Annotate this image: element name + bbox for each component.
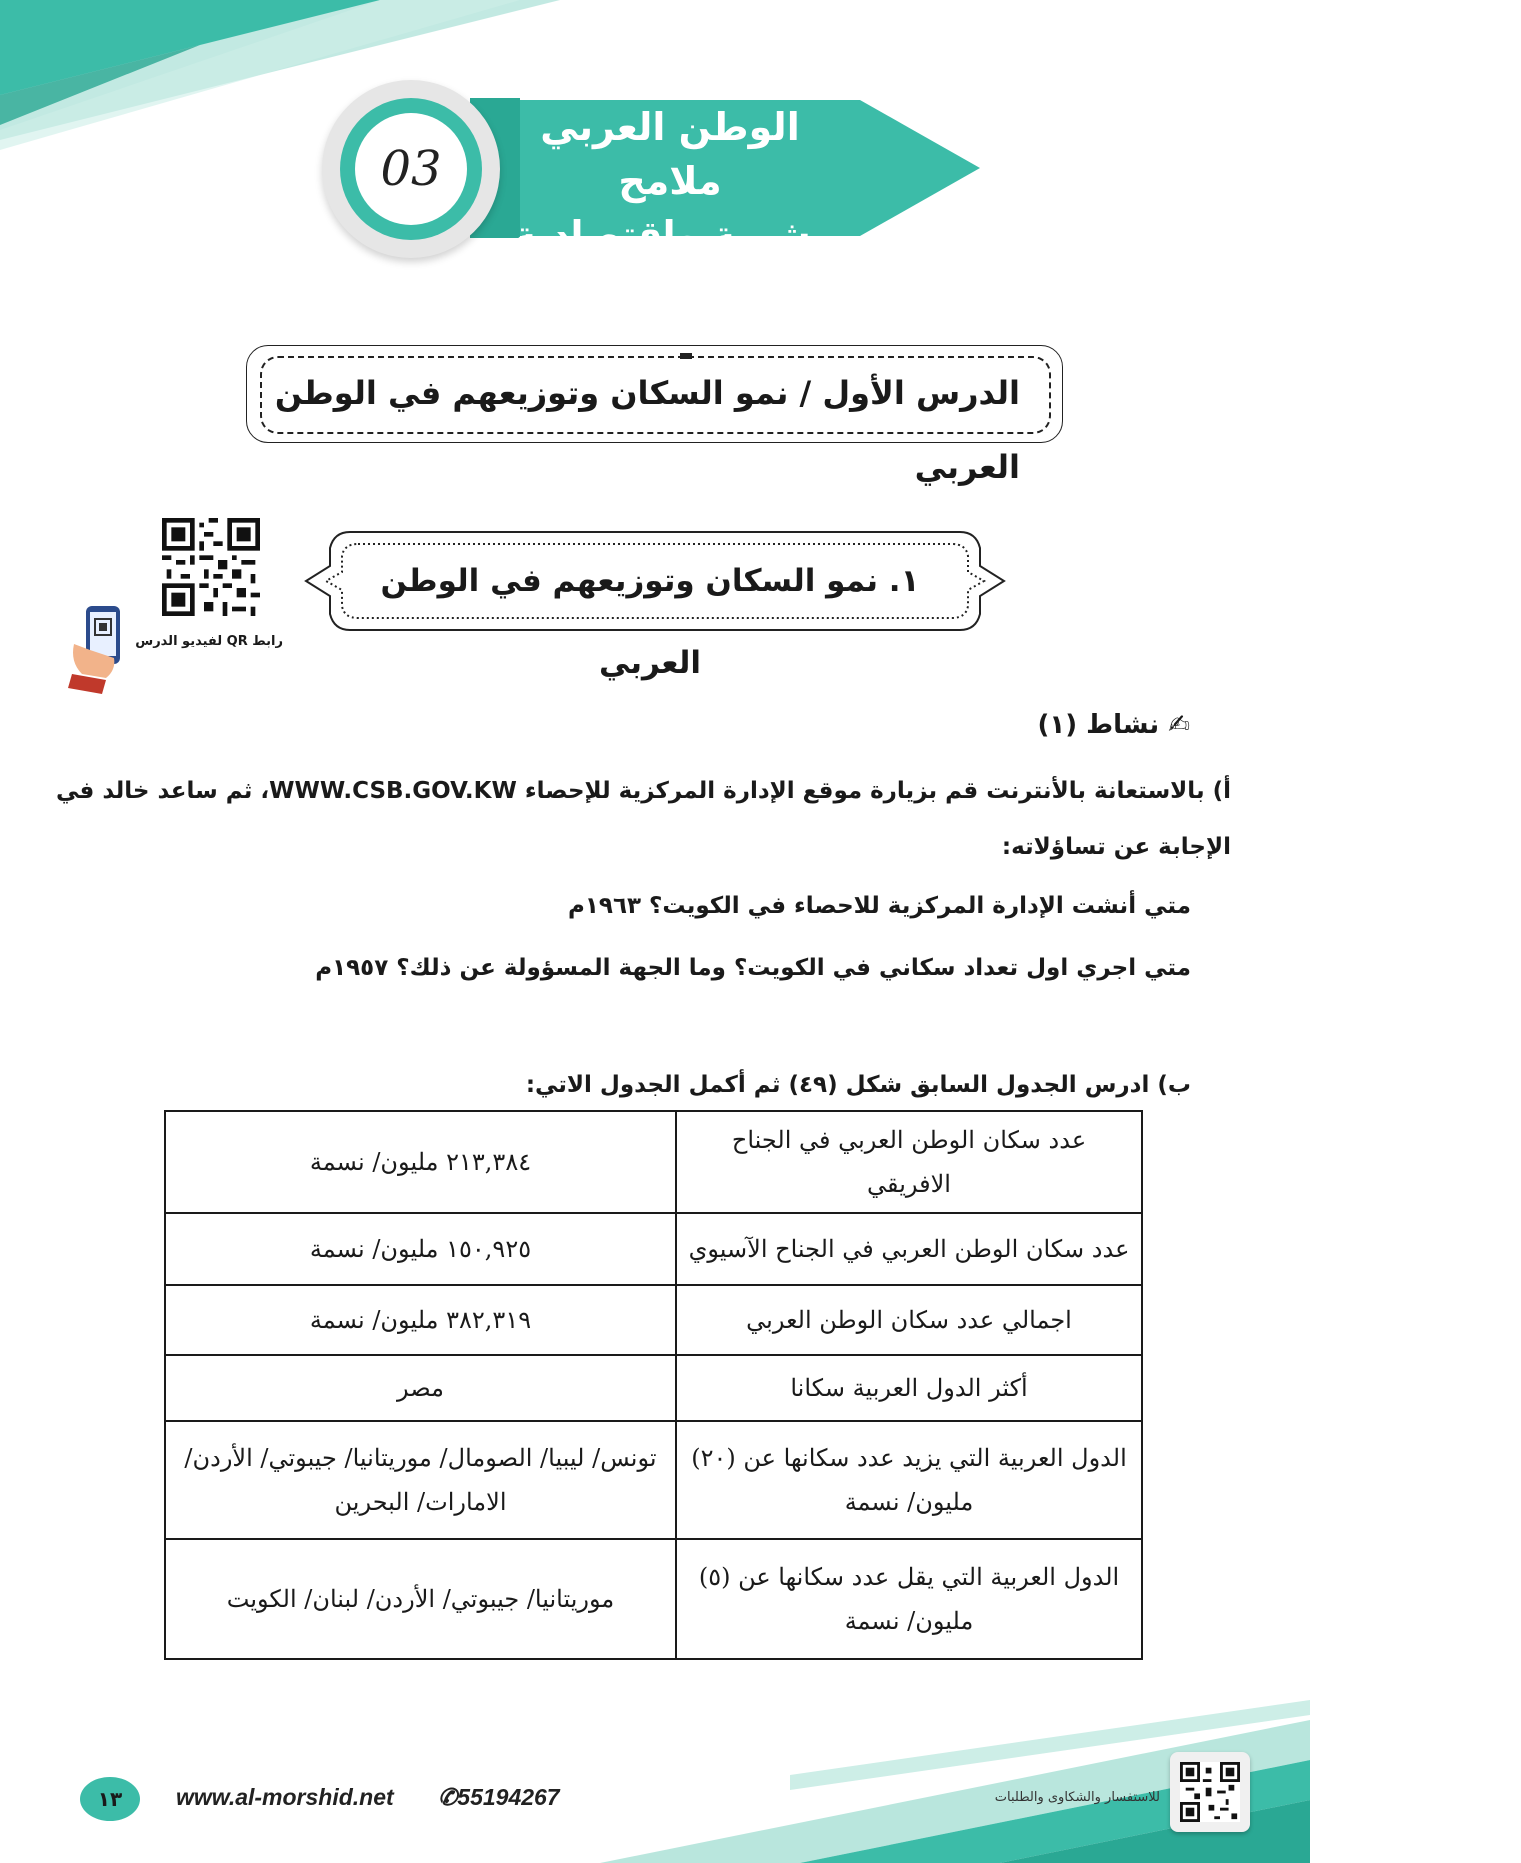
qr-code-icon[interactable] <box>162 518 260 616</box>
table-row <box>165 1421 1142 1539</box>
table-row <box>165 1213 1142 1285</box>
footer-contact-note: للاستفسار والشكاوى والطلبات <box>994 1790 1160 1805</box>
pencil-writing-icon: ✍ <box>1168 710 1190 740</box>
unit-title-line2: بشرية واقتصادية <box>513 213 827 257</box>
lesson-title: الدرس الأول / نمو السكان وتوزيعهم في الوطن العربي <box>274 374 1020 486</box>
footer-qr-code-icon[interactable] <box>1180 1762 1240 1822</box>
part-b-instruction: ب) ادرس الجدول السابق شكل (٤٩) ثم أكمل الجدول الاتي: <box>525 1072 1191 1098</box>
page-number: ١٣ <box>97 1787 123 1811</box>
table-row <box>165 1355 1142 1421</box>
population-table <box>164 1110 1143 1660</box>
footer-website-link[interactable]: www.al-morshid.net <box>176 1784 394 1810</box>
table-cell-label: الدول العربية التي يزيد عدد سكانها عن (٢٠) مليون/ نسمة <box>676 1421 1142 1539</box>
activity-intro-line2: الإجابة عن تساؤلاته: <box>1001 834 1231 860</box>
table-cell-value: موريتانيا/ جيبوتي/ الأردن/ لبنان/ الكويت <box>165 1539 676 1659</box>
unit-title <box>490 100 850 257</box>
table-cell-value: مصر <box>165 1355 676 1421</box>
table-cell-value: ٣٨٢,٣١٩ مليون/ نسمة <box>165 1285 676 1355</box>
table-cell-value: ٢١٣,٣٨٤ مليون/ نسمة <box>165 1111 676 1213</box>
table-row <box>165 1539 1142 1659</box>
table-cell-label: الدول العربية التي يقل عدد سكانها عن (٥) مليون/ نسمة <box>676 1539 1142 1659</box>
table-cell-label: عدد سكان الوطن العربي في الجناح الآسيوي <box>676 1213 1142 1285</box>
table-cell-value: ١٥٠,٩٢٥ مليون/ نسمة <box>165 1213 676 1285</box>
activity-heading-row <box>800 710 1190 740</box>
unit-number: 03 <box>380 141 442 197</box>
activity-heading: نشاط (١) <box>1037 710 1160 740</box>
question-2: متي اجري اول تعداد سكاني في الكويت؟ وما الجهة المسؤولة عن ذلك؟ ١٩٥٧م <box>315 955 1191 981</box>
table-cell-value: تونس/ ليبيا/ الصومال/ موريتانيا/ جيبوتي/ الأردن/ الامارات/ البحرين <box>165 1421 676 1539</box>
phone-hand-icon <box>66 604 136 694</box>
question-1: متي أنشت الإدارة المركزية للاحصاء في الكويت؟ ١٩٦٣م <box>568 893 1191 919</box>
unit-title-line1: الوطن العربي ملامح <box>540 105 800 203</box>
activity-intro-line1: أ) بالاستعانة بالأنترنت قم بزيارة موقع الإدارة المركزية للإحصاء WWW.CSB.GOV.KW، ثم ساعد خالد في <box>56 778 1231 804</box>
section-title: ١. نمو السكان وتوزيعهم في الوطن العربي <box>380 563 920 681</box>
table-cell-label: عدد سكان الوطن العربي في الجناح الافريقي <box>676 1111 1142 1213</box>
qr-label: رابط QR لفيديو الدرس <box>135 634 283 649</box>
unit-badge-inner <box>355 113 467 225</box>
table-row <box>165 1285 1142 1355</box>
table-cell-label: اجمالي عدد سكان الوطن العربي <box>676 1285 1142 1355</box>
table-row <box>165 1111 1142 1213</box>
footer-phone: ✆55194267 <box>438 1784 560 1810</box>
table-cell-label: أكثر الدول العربية سكانا <box>676 1355 1142 1421</box>
